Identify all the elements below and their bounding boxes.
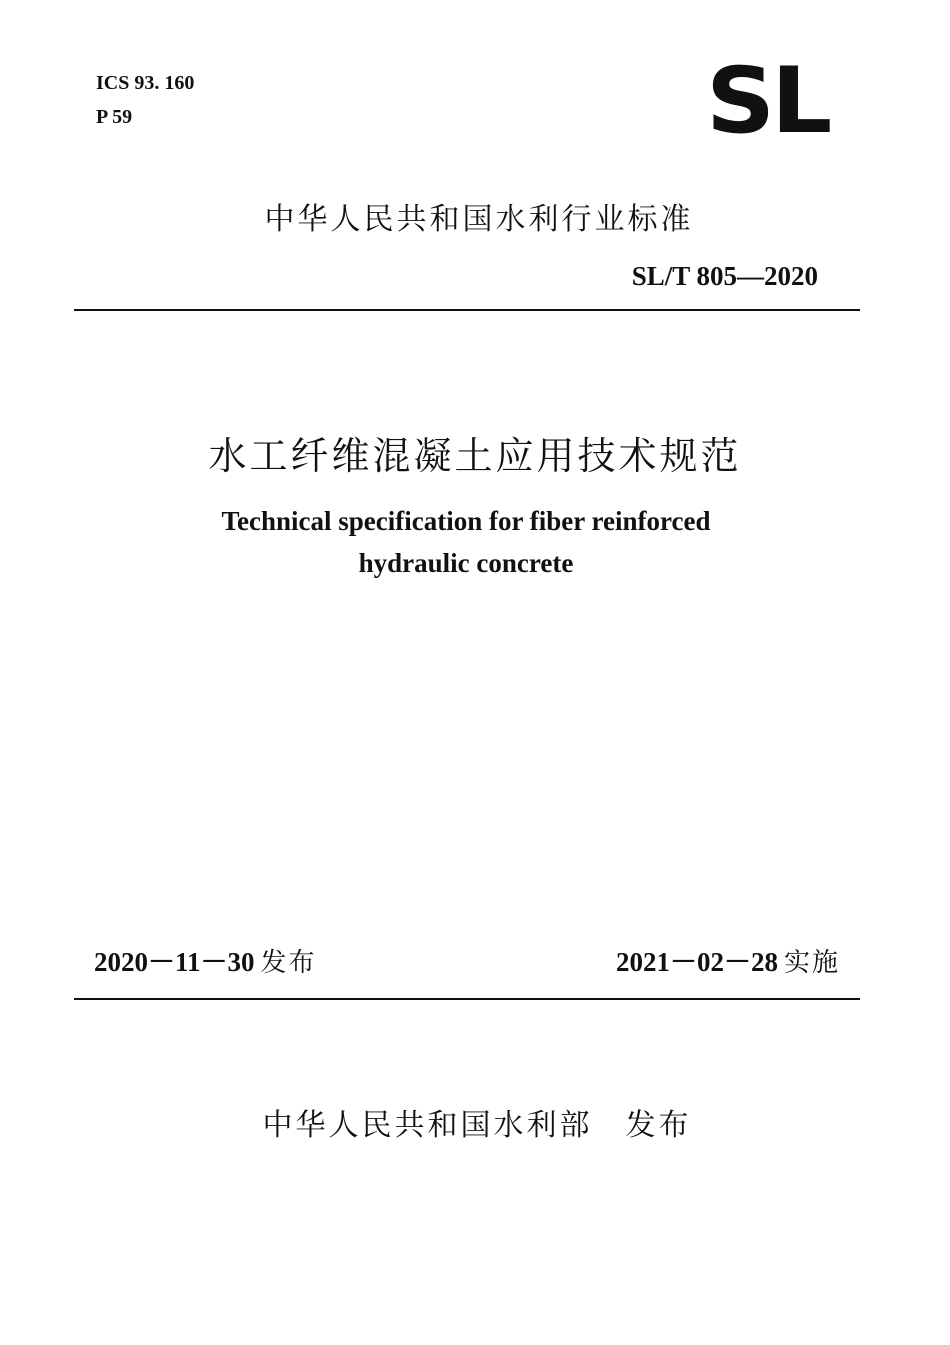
implement-date-block: [616, 942, 840, 983]
issuer-line: 中华人民共和国水利部 发布: [262, 1108, 692, 1143]
issue-date-block: [94, 942, 317, 983]
industry-standard-title: 中华人民共和国水利行业标准: [264, 202, 694, 237]
ics-code: ICS 93. 160: [96, 72, 195, 94]
standard-number: SL/T 805—2020: [631, 261, 818, 291]
document-title-english: [0, 500, 932, 584]
implement-label: 实施: [783, 948, 840, 978]
sl-logo: SL: [706, 47, 829, 154]
bottom-divider: [74, 998, 860, 1000]
implement-date: 2021－02－28: [615, 947, 778, 977]
ccs-code: P 59: [96, 106, 133, 128]
english-title-line-2: hydraulic concrete: [358, 548, 574, 578]
issue-label: 发布: [260, 948, 317, 978]
document-title-chinese: 水工纤维混凝土应用技术规范: [208, 434, 742, 478]
top-divider: [74, 309, 860, 311]
english-title-line-1: Technical specification for fiber reinforced: [221, 506, 711, 536]
classification-codes: [96, 66, 194, 134]
issue-date: 2020－11－30: [94, 947, 255, 977]
